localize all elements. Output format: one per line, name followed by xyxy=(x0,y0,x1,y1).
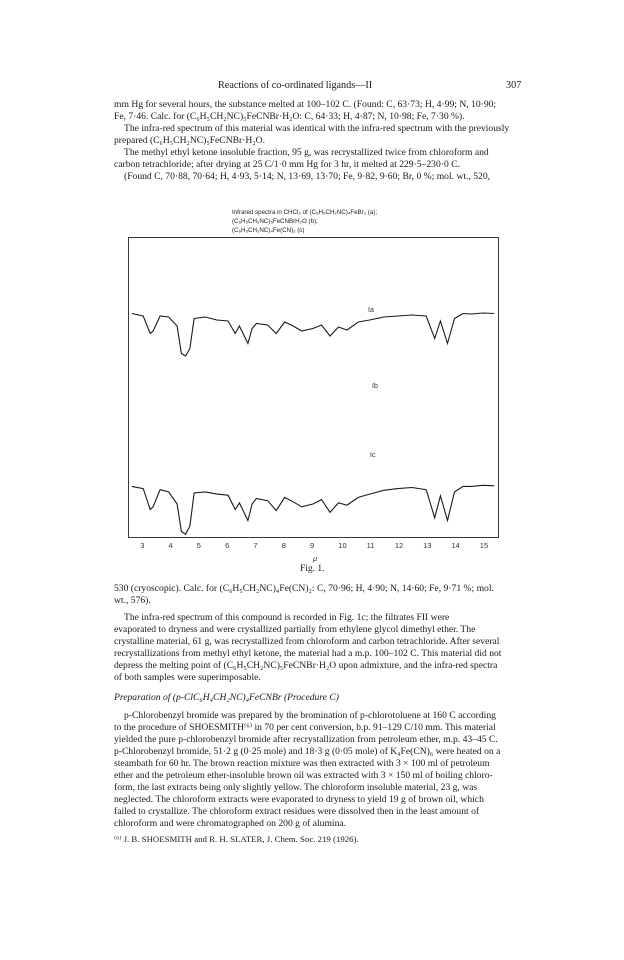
x-tick-label: 11 xyxy=(366,541,375,550)
text-line: form, the last extracts being only slightly yellow. The chloroform insoluble material, 23 g, was xyxy=(114,782,478,793)
curve-label-a: Ia xyxy=(368,307,374,314)
text-line: wt., 576). xyxy=(114,595,151,606)
x-tick-label: 14 xyxy=(451,541,460,550)
text-line: yielded the pure p-chlorobenzyl bromide after recrystallization from petroleum ether, m.p. 43–45 C. xyxy=(114,734,498,745)
x-tick-label: 13 xyxy=(423,541,432,550)
curve-label-b: Ib xyxy=(372,383,378,390)
text-line: chloroform and were chromatographed on 200 g of alumina. xyxy=(114,818,347,829)
spectrum-line-Ia xyxy=(132,313,494,356)
figure-label: Fig. 1. xyxy=(300,564,325,574)
text-line: of both samples were superimposable. xyxy=(114,672,261,683)
plot-frame xyxy=(129,238,499,538)
curve-label-c: Ic xyxy=(370,452,376,459)
text-line: mm Hg for several hours, the substance melted at 100–102 C. (Found: C, 63·73; H, 4·99; N, 10·90; xyxy=(114,99,497,110)
x-tick-label: 10 xyxy=(338,541,347,550)
text-line: crystalline material, 61 g, was recrystallized from chloroform and carbon tetrachloride. After several xyxy=(114,636,500,647)
text-line: to the procedure of SHOESMITH⁽⁶⁾ in 70 per cent conversion, b.p. 91–129 C/10 mm. This material xyxy=(114,722,496,733)
text-line: p-Chlorobenzyl bromide, 51·2 g (0·25 mole) and 18·3 g (0·05 mole) of K₄Fe(CN)₆ were heated on a xyxy=(114,746,501,757)
legend-line-b: (C₆H₅CH₂NC)₅FeCNBrH₂O (b); xyxy=(232,218,318,225)
x-tick-label: 12 xyxy=(394,541,404,550)
x-tick-label: 8 xyxy=(281,541,286,550)
x-tick-label: 6 xyxy=(225,541,230,550)
text-line: 530 (cryoscopic). Calc. for (C₆H₅CH₂NC)₄Fe(CN)₂: C, 70·96; H, 4·90; N, 14·60; Fe, 9·71 %; mol. xyxy=(114,583,494,594)
x-tick-label: 15 xyxy=(479,541,489,550)
text-line: failed to crystallize. The chloroform extract residues were dissolved then in the least amount of xyxy=(114,806,480,817)
running-title: Reactions of co-ordinated ligands—II xyxy=(218,80,373,91)
x-tick-label: 3 xyxy=(140,541,145,550)
text-line: carbon tetrachloride; after drying at 25 C/1·0 mm Hg for 3 hr, it melted at 229·5–230·0 C. xyxy=(114,159,460,170)
spectrum-line-Ib xyxy=(132,485,494,534)
text-line: p-Chlorobenzyl bromide was prepared by the bromination of p-chlorotoluene at 160 C according xyxy=(124,710,496,721)
text-line: neglected. The chloroform extracts were evaporated to dryness to yield 19 g of brown oil, which xyxy=(114,794,484,805)
text-line: evaporated to dryness and were crystallized partially from ethylene glycol dimethyl ether. The xyxy=(114,624,476,635)
section-heading: Preparation of (p-ClC₆H₄CH₂NC)₄FeCNBr (Procedure C) xyxy=(114,692,339,703)
text-line: recrystallizations from methyl ethyl ketone, the material had a m.p. 100–102 C. This material did not xyxy=(114,648,502,659)
text-line: ether and the petroleum ether-insoluble brown oil was extracted with 3 × 150 ml of boiling chloro- xyxy=(114,770,493,781)
page-number: 307 xyxy=(506,80,522,91)
text-line: Fe, 7·46. Calc. for (C₆H₅CH₂NC)₅FeCNBr·H₂O: C, 64·33; H, 4·87; N, 10·98; Fe, 7·30 %). xyxy=(114,111,465,122)
text-line: steambath for 60 hr. The brown reaction mixture was then extracted with 3 × 100 ml of petroleum xyxy=(114,758,490,769)
x-tick-label: 9 xyxy=(310,541,315,550)
text-line: prepared (C₆H₅CH₂NC)₅FeCNBr·H₂O. xyxy=(114,135,266,146)
text-line: The infra-red spectrum of this compound is recorded in Fig. 1c; the filtrates FII were xyxy=(124,612,450,623)
text-line: The infra-red spectrum of this material was identical with the infra-red spectrum with the previously xyxy=(124,123,510,134)
legend-line-c: (C₆H₅CH₂NC)₄Fe(CN)₂ (c) xyxy=(232,227,305,234)
x-tick-label: 5 xyxy=(196,541,201,550)
legend-line-a: Infrared spectra in CHCl₃ of (C₆H₅CH₂NC)₄FeBr₂ (a); xyxy=(232,209,378,216)
ir-spectrum-chart xyxy=(128,237,500,547)
x-axis-unit: μ xyxy=(313,554,318,563)
footnote: ⁽⁶⁾ J. B. SHOESMITH and R. H. SLATER, J. Chem. Soc. 219 (1926). xyxy=(114,834,359,844)
text-line: depress the melting point of (C₆H₅CH₂NC)₅FeCNBr·H₂O upon admixture, and the infra-red spectra xyxy=(114,660,498,671)
x-tick-label: 7 xyxy=(253,541,258,550)
x-tick-label: 4 xyxy=(168,541,173,550)
text-line: The methyl ethyl ketone insoluble fraction, 95 g, was recrystallized twice from chloroform and xyxy=(124,147,489,158)
text-line: (Found C, 70·88, 70·64; H, 4·93, 5·14; N, 13·69, 13·70; Fe, 9·82, 9·60; Br, 0 %; mol. wt., 520, xyxy=(124,171,491,182)
